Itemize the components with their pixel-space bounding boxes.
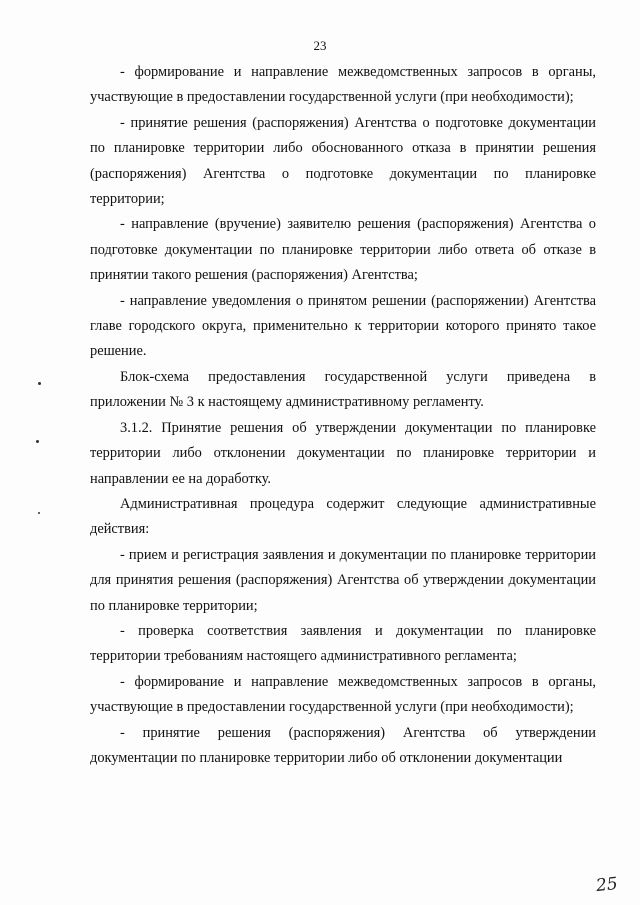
paragraph: - формирование и направление межведомственных запросов в органы, участвующие в предоставлении государственной услуги (при необходимости); — [90, 673, 596, 716]
scan-speck — [38, 512, 40, 514]
paragraph: Административная процедура содержит следующие административные действия: — [90, 495, 596, 538]
page-number: 23 — [313, 38, 327, 53]
handwritten-page-number: 25 — [595, 873, 619, 897]
scan-speck — [36, 440, 39, 443]
paragraph: - принятие решения (распоряжения) Агентства о подготовке документации по планировке территории либо обоснованного отказа в принятии решения (распоряжения) Агентства о подготовке документации по планировке территории; — [90, 114, 596, 208]
paragraph: - направление уведомления о принятом решении (распоряжении) Агентства главе городского округа, применительно к территории которого принято такое решение. — [90, 292, 596, 360]
paragraph: - формирование и направление межведомственных запросов в органы, участвующие в предоставлении государственной услуги (при необходимости); — [90, 64, 596, 106]
paragraph: 3.1.2. Принятие решения об утверждении документации по планировке территории либо отклонении документации по планировке территории и направлении ее на доработку. — [90, 419, 596, 487]
paragraph: - прием и регистрация заявления и документации по планировке территории для принятия решения (распоряжения) Агентства об утверждении документации по планировке территории; — [90, 546, 596, 614]
paragraph: Блок-схема предоставления государственной услуги приведена в приложении № 3 к настоящему административному регламенту. — [90, 368, 596, 411]
scan-speck — [38, 382, 41, 385]
paragraph: - проверка соответствия заявления и документации по планировке территории требованиям настоящего административного регламента; — [90, 622, 596, 665]
document-body — [90, 60, 596, 771]
paragraph: - принятие решения (распоряжения) Агентства об утверждении документации по планировке территории либо об отклонении документации — [90, 724, 596, 766]
paragraph: - направление (вручение) заявителю решения (распоряжения) Агентства о подготовке документации по планировке территории либо ответа об отказе в принятии такого решения (распоряжения) Агентства; — [90, 216, 596, 284]
